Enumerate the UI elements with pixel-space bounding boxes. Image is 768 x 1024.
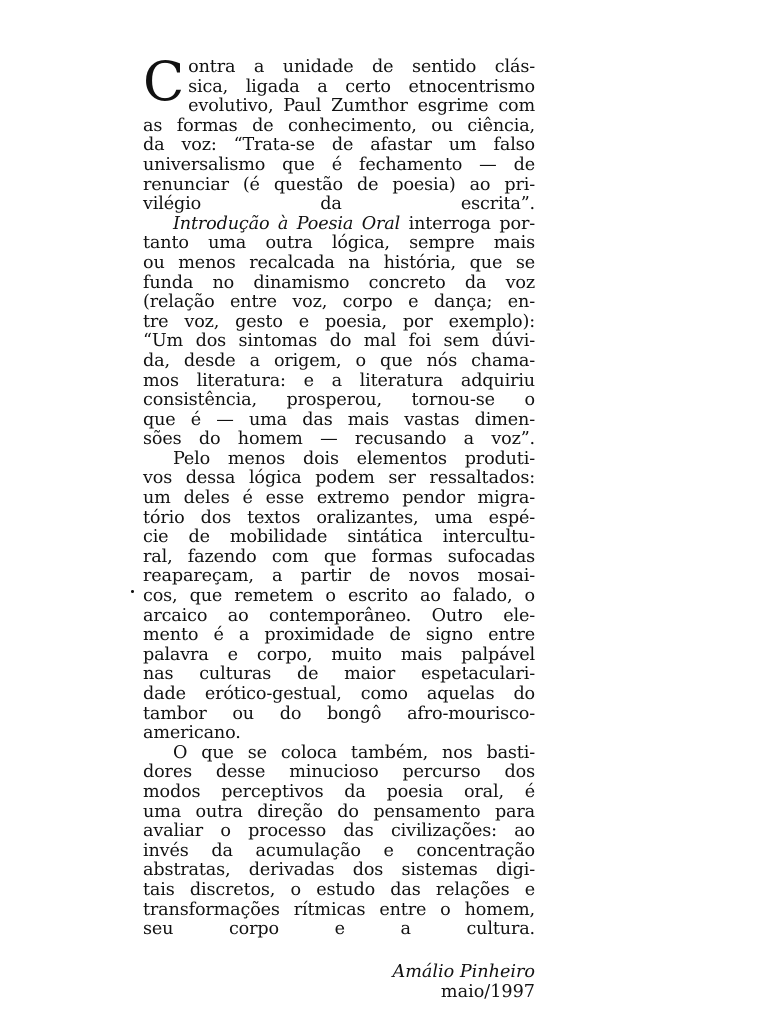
- paragraph-2-line: sões do homem — recusando a voz”.: [143, 429, 535, 450]
- paragraph-3-line: Pelo menos dois elementos produti-: [173, 448, 535, 469]
- signature-block: [393, 962, 536, 1002]
- signature-date: maio/1997: [440, 982, 535, 1002]
- paragraph-3-line: palavra e corpo, muito mais palpável: [143, 644, 535, 665]
- book-title: Introdução à Poesia Oral: [173, 213, 401, 234]
- paragraph-2-first-line-rest: interroga por-: [400, 213, 535, 234]
- paragraph-2-line: (relação entre voz, corpo e dança; en-: [143, 292, 535, 313]
- paragraph-3-line: tório dos textos oralizantes, uma espé-: [143, 507, 535, 528]
- paragraph-3-line: mento é a proximidade de signo entre: [143, 625, 535, 646]
- paragraph-4-line: avaliar o processo das civilizações: ao: [143, 821, 535, 842]
- paragraph-3-line: nas culturas de maior espetaculari-: [143, 664, 535, 685]
- paragraph-4-line: modos perceptivos da poesia oral, é: [143, 781, 535, 802]
- paragraph-1-line: ontra a unidade de sentido clás-: [188, 57, 535, 77]
- paragraph-2-line: da, desde a origem, o que nós chama-: [143, 350, 535, 371]
- paragraph-4-line: uma outra direção do pensamento para: [143, 801, 535, 822]
- paragraph-1-line: da voz: “Trata-se de afastar um falso: [143, 135, 535, 156]
- paragraph-2-first-line: [143, 215, 535, 235]
- paragraph-2: [143, 215, 535, 450]
- paragraph-3-line: dade erótico-gestual, como aquelas do: [143, 684, 535, 704]
- paragraph-2-line: que é — uma das mais vastas dimen-: [143, 409, 535, 430]
- paragraph-3-line: tambor ou do bongô afro-mourisco-: [143, 703, 535, 724]
- paragraph-1-line: evolutivo, Paul Zumthor esgrime com: [188, 96, 535, 117]
- paragraph-4-line: tais discretos, o estudo das relações e: [143, 879, 535, 900]
- paragraph-4-line: invés da acumulação e concentração: [143, 840, 535, 861]
- paragraph-2-line: ou menos recalcada na história, que se: [143, 252, 535, 273]
- paragraph-3-line: vos dessa lógica podem ser ressaltados:: [143, 468, 535, 489]
- author-name: Amálio Pinheiro: [392, 962, 535, 982]
- paragraph-3-line: ral, fazendo com que formas sufocadas: [143, 546, 535, 567]
- paragraph-3-line: reapareçam, a partir de novos mosai-: [143, 566, 535, 587]
- paragraph-1-line: vilégio da escrita”.: [143, 194, 535, 215]
- paragraph-2-line: “Um dos sintomas do mal foi sem dúvi-: [143, 331, 535, 352]
- paragraph-4-line: O que se coloca também, nos basti-: [173, 742, 535, 763]
- paragraph-4-line: seu corpo e a cultura.: [143, 919, 535, 940]
- paragraph-3-line: arcaico ao contemporâneo. Outro ele-: [143, 605, 535, 626]
- paragraph-2-line: consistência, prosperou, tornou-se o: [143, 390, 535, 411]
- paragraph-3-line: um deles é esse extremo pendor migra-: [143, 488, 535, 509]
- paragraph-3-line: cie de mobilidade sintática intercultu-: [143, 527, 535, 548]
- paragraph-4-line: transformações rítmicas entre o homem,: [143, 899, 535, 920]
- margin-dot: [131, 590, 134, 593]
- paragraph-2-line: funda no dinamismo concreto da voz: [143, 272, 535, 293]
- paragraph-1: [143, 50, 535, 215]
- paragraph-1-line: as formas de conhecimento, ou ciência,: [143, 115, 535, 136]
- paragraph-2-line: tanto uma outra lógica, sempre mais: [143, 233, 535, 254]
- paragraph-4-line: abstratas, derivadas dos sistemas digi-: [143, 860, 535, 881]
- paragraph-3: [143, 450, 535, 744]
- paragraph-4-line: dores desse minucioso percurso dos: [143, 762, 535, 783]
- paragraph-1-line: sica, ligada a certo etnocentrismo: [188, 76, 535, 97]
- paragraph-2-line: tre voz, gesto e poesia, por exemplo):: [143, 311, 535, 332]
- body-text-column: [143, 50, 535, 940]
- paragraph-4: [143, 744, 535, 940]
- paragraph-1-line: renunciar (é questão de poesia) ao pri-: [143, 174, 535, 195]
- drop-cap: C: [143, 50, 185, 113]
- paragraph-2-line: mos literatura: e a literatura adquiriu: [143, 370, 535, 391]
- paragraph-3-line: americano.: [143, 723, 241, 744]
- paragraph-1-line: universalismo que é fechamento — de: [143, 154, 535, 175]
- paragraph-3-line: cos, que remetem o escrito ao falado, o: [143, 586, 535, 607]
